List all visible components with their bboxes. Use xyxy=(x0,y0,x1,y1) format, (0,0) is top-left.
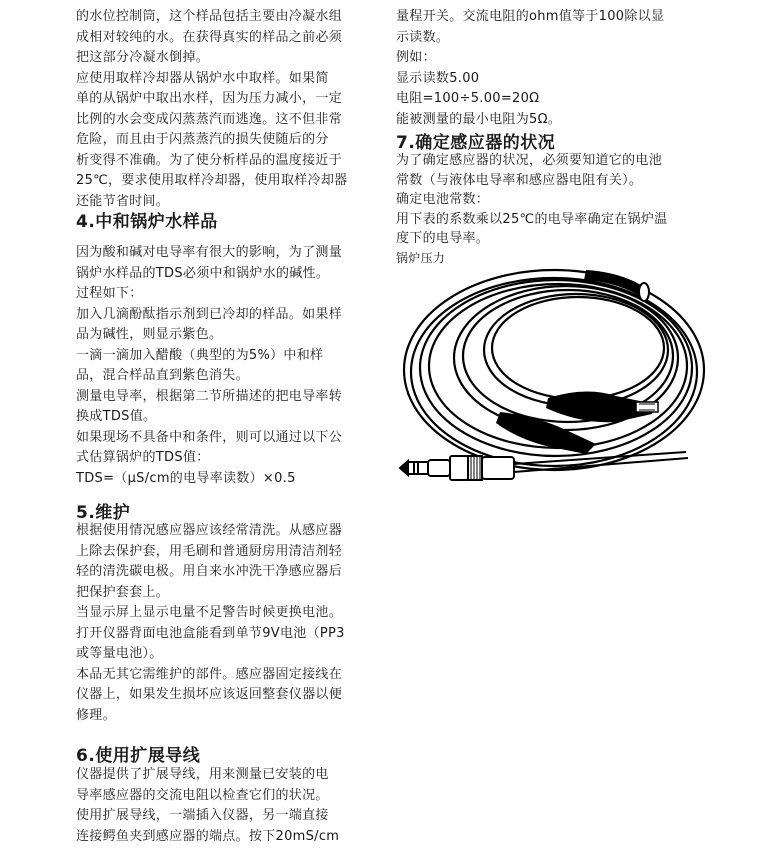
text-line: 度下的电导率。 xyxy=(396,231,490,246)
text-line: 本品无其它需维护的部件。感应器固定接线在 xyxy=(76,666,343,682)
text-line: 换成TDS值。 xyxy=(76,409,157,424)
text-line: 或等量电池）。 xyxy=(76,646,163,661)
text-line: 式估算锅炉的TDS值： xyxy=(76,450,210,465)
text-line: 加入几滴酚酞指示剂到已冷却的样品。如果样 xyxy=(76,306,343,322)
text-line: 量程开关。交流电阻的ohm值等于100除以显 xyxy=(396,9,665,24)
text-line: 成相对较纯的水。在获得真实的样品之前必须 xyxy=(76,29,343,45)
section-7-heading: 7.确定感应器的状况 xyxy=(396,133,556,153)
text-line: 示读数。 xyxy=(396,29,450,45)
intro-paragraph xyxy=(76,7,347,212)
text-line: 用下表的系数乘以25℃的电导率确定在锅炉温 xyxy=(396,211,668,227)
formula-line: TDS=（μS/cm的电导率读数）×0.5 xyxy=(76,470,296,486)
text-line: 能被测量的最小电阻为5Ω。 xyxy=(396,111,562,127)
text-line: 上除去保护套，用毛刷和普通厨房用清洁剂轻 xyxy=(76,543,343,559)
section-6-continuation xyxy=(396,7,664,130)
text-line: 25℃，要求使用取样冷却器，使用取样冷却器 xyxy=(76,173,348,188)
text-line: 电阻=100÷5.00=20Ω xyxy=(396,91,540,106)
text-line: 把保护套套上。 xyxy=(76,584,170,600)
section-5-body xyxy=(76,521,345,726)
text-line: 连接鳄鱼夹到感应器的端点。按下20mS/cm xyxy=(76,828,340,844)
section-4-body xyxy=(76,243,342,489)
text-line: 导率感应器的交流电阻以检查它们的状况。 xyxy=(76,787,329,803)
text-line: 危险，而且由于闪蒸蒸汽的损失使随后的分 xyxy=(76,132,329,147)
text-line: 因为酸和碱对电导率有很大的影响，为了测量 xyxy=(76,245,343,260)
section-7-body xyxy=(396,151,667,268)
text-line: 当显示屏上显示电量不足警告时候更换电池。 xyxy=(76,605,343,620)
text-line: 如果现场不具备中和条件，则可以通过以下公 xyxy=(76,429,343,445)
text-line: 仪器提供了扩展导线，用来测量已安装的电 xyxy=(76,767,329,782)
text-line: 为了确定感应器的状况，必须要知道它的电池 xyxy=(396,153,663,168)
extension-lead-figure xyxy=(396,258,726,483)
text-line: 常数（与液体电导率和感应器电阻有关）。 xyxy=(396,172,643,188)
text-line: 锅炉压力 xyxy=(396,250,446,265)
section-5-heading: 5.维护 xyxy=(76,503,131,523)
section-4-heading: 4.中和锅炉水样品 xyxy=(76,212,218,232)
text-line: 修理。 xyxy=(76,707,116,723)
text-line: 根据使用情况感应器应该经常清洗。从感应器 xyxy=(76,523,343,538)
text-line: 单的从锅炉中取出水样，因为压力减小，一定 xyxy=(76,91,343,106)
text-line: 仪器上，如果发生损坏应该返回整套仪器以便 xyxy=(76,687,343,702)
text-line: 的水位控制筒，这个样品包括主要由冷凝水组 xyxy=(76,9,343,24)
text-line: 还能节省时间。 xyxy=(76,193,170,209)
section-6-body xyxy=(76,765,339,847)
text-line: 测量电导率，根据第二节所描述的把电导率转 xyxy=(76,388,343,404)
text-line: 应使用取样冷却器从锅炉水中取样。如果简 xyxy=(76,70,329,86)
text-line: 使用扩展导线，一端插入仪器，另一端直接 xyxy=(76,808,329,823)
text-line: 过程如下： xyxy=(76,286,143,301)
text-line: 打开仪器背面电池盒能看到单节9V电池（PP3 xyxy=(76,625,345,641)
text-line: 品为碱性，则显示紫色。 xyxy=(76,327,223,342)
text-line: 锅炉水样品的TDS必须中和锅炉水的碱性。 xyxy=(76,265,330,281)
text-line: 比例的水会变成闪蒸蒸汽而逃逸。这不但非常 xyxy=(76,111,343,127)
text-line: 把这部分冷凝水倒掉。 xyxy=(76,50,210,65)
text-line: 例如： xyxy=(396,50,436,65)
section-6-heading: 6.使用扩展导线 xyxy=(76,746,201,766)
text-line: 一滴一滴加入醋酸（典型的为5%）中和样 xyxy=(76,347,324,363)
text-line: 确定电池常数： xyxy=(396,192,490,207)
text-line: 析变得不准确。为了使分析样品的温度接近于 xyxy=(76,152,343,168)
cable-illustration-icon xyxy=(396,258,726,483)
text-line: 品，混合样品直到紫色消失。 xyxy=(76,368,249,383)
text-line: 显示读数5.00 xyxy=(396,70,480,86)
text-line: 轻的清洗碳电极。用自来水冲洗干净感应器后 xyxy=(76,564,343,579)
